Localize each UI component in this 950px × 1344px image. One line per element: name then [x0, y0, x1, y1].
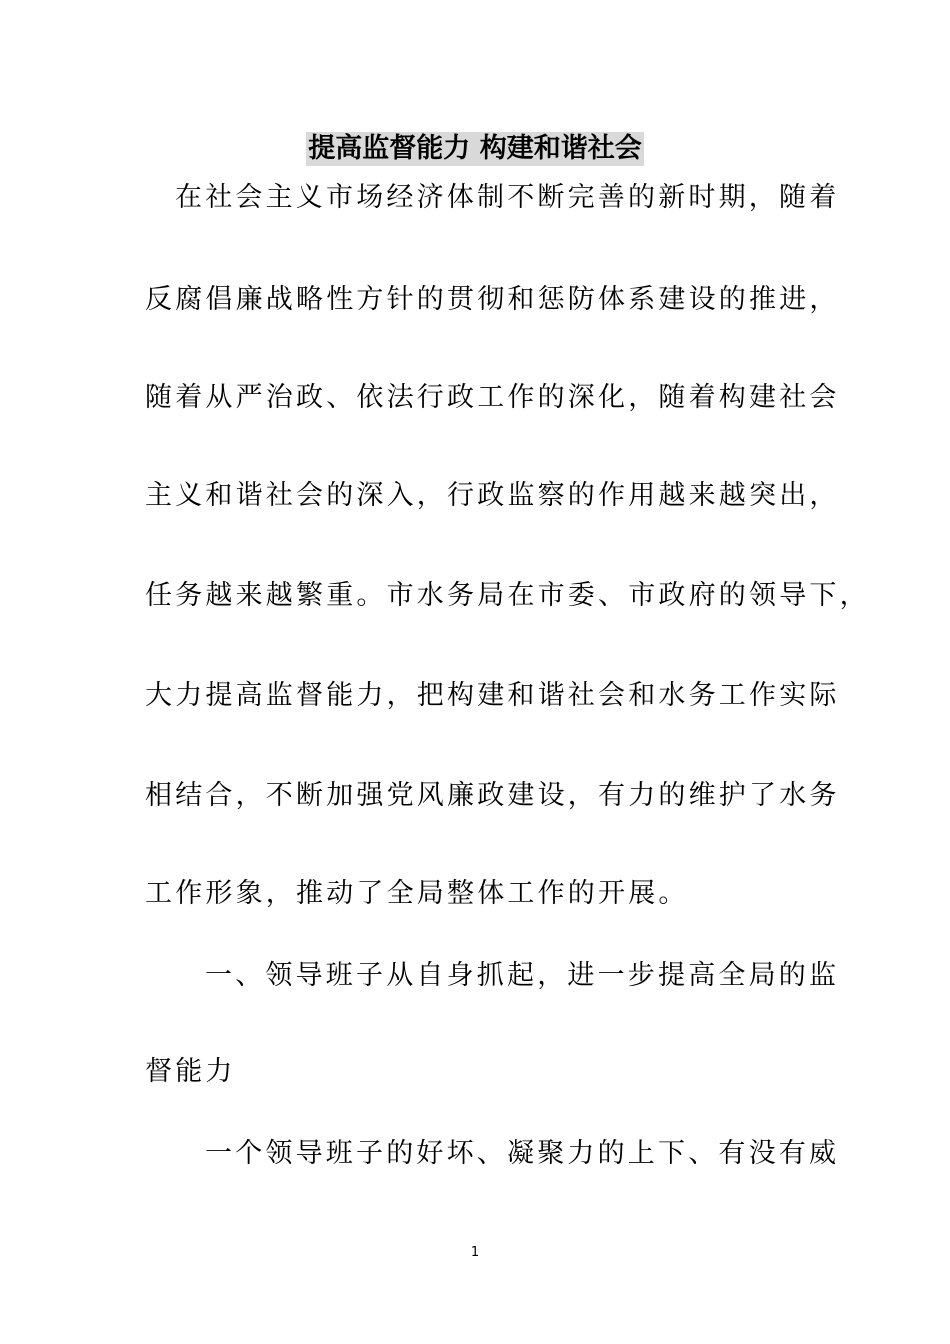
- paragraph-line: 主义和谐社会的深入，行政监察的作用越来越突出，: [145, 480, 840, 511]
- paragraph-line: 工作形象，推动了全局整体工作的开展。: [145, 878, 689, 909]
- paragraph-line: 大力提高监督能力，把构建和谐社会和水务工作实际: [145, 680, 840, 711]
- title-wrapper: [0, 132, 950, 166]
- paragraph-line: 反腐倡廉战略性方针的贯彻和惩防体系建设的推进，: [145, 284, 840, 315]
- paragraph-line: 随着从严治政、依法行政工作的深化，随着构建社会: [145, 382, 840, 413]
- paragraph-line: 相结合，不断加强党风廉政建设，有力的维护了水务: [145, 780, 840, 811]
- paragraph-line: 一个领导班子的好坏、凝聚力的上下、有没有威: [205, 1138, 840, 1169]
- section-heading-line: 督能力: [145, 1056, 236, 1087]
- page-number: 1: [470, 1245, 480, 1260]
- section-heading-line: 一、领导班子从自身抓起，进一步提高全局的监: [205, 960, 840, 991]
- document-title: 提高监督能力 构建和谐社会: [308, 133, 642, 164]
- paragraph-line: 任务越来越繁重。市水务局在市委、市政府的领导下，: [145, 580, 870, 611]
- paragraph-line: 在社会主义市场经济体制不断完善的新时期，随着: [175, 182, 840, 213]
